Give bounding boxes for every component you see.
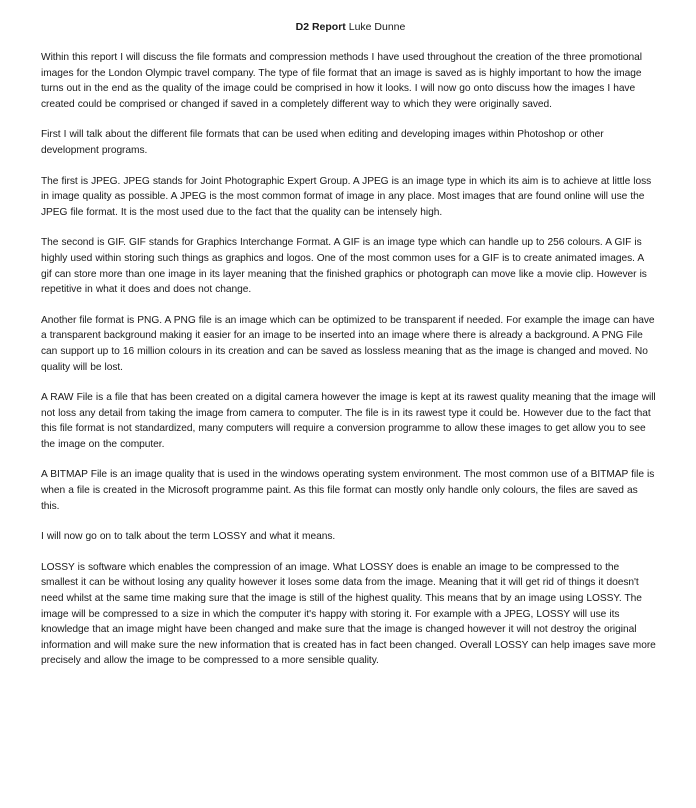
paragraph-jpeg: The first is JPEG. JPEG stands for Joint Photographic Expert Group. A JPEG is an image type in which its aim is to achieve at little loss in image quality as possible. A JPEG is the most common format of image in any place. Most images that are found online will use the JPEG file format. It is the most used due to the fact that the quality can be intensely high. [41, 175, 652, 218]
paragraph-introduction: Within this report I will discuss the file formats and compression methods I have used throughout the creation of the three promotional images for the London Olympic travel company. The type of file format that an image is saved as is highly important to how the image turns out in the end as the quality of the image could be comprised in how it looks. I will now go onto discuss how the images I have created could be comprised or changed if saved in a completely different way to which they were originally saved. [41, 52, 642, 110]
paragraph-raw: A RAW File is a file that has been created on a digital camera however the image is kept at its rawest quality meaning that the image will not loss any detail from taking the image from camera to computer. The file is in its rawest type it could be. However due to the fact that this file format is not standardized, many computers will require a conversion programme to allow these images to get allow you to see the image on the computer. [41, 392, 656, 450]
paragraph-lossy: LOSSY is software which enables the compression of an image. What LOSSY does is enable an image to be compressed to the smallest it can be without losing any quality however it loses some data from the image. Meaning that it will get rid of things it doesn't need whilst at the same time making sure that the image is still of the highest quality. This means that by an image using LOSSY. The image will be compressed to a size in which the computer it's happy with storing it. For example with a JPEG, LOSSY will use its knowledge that an image might have been changed and make sure that the image is changed however it will not destroy the original information and will make sure the new information that is created has in fact been changed. Overall LOSSY can help images save more precisely and allow the image to be compressed to a more sensible quality. [41, 561, 656, 667]
title-author: Luke Dunne [348, 21, 406, 33]
paragraph-file-formats-intro: First I will talk about the different file formats that can be used when editing and developing images within Photoshop or other development programs. [41, 129, 604, 156]
paragraph-png: Another file format is PNG. A PNG file is an image which can be optimized to be transparent if needed. For example the image can have a transparent background making it easier for an image to be inserted into an image where there is already a background. A PNG File can support up to 16 million colours in its creation and can be saved as lossless meaning that as the image is changed and moved. No quality will be lost. [41, 314, 655, 373]
title-report-name: D2 Report [295, 21, 346, 33]
paragraph-gif: The second is GIF. GIF stands for Graphics Interchange Format. A GIF is an image type which can handle up to 256 colours. A GIF is highly used within storing such things as graphics and logos. One of the most common uses for a GIF is to create animated images. A gif can store more than one image in its layer meaning that the finished graphics or photograph can move like a movie clip. However is repetitive in what it does and does not change. [41, 237, 647, 296]
document-title [41, 20, 656, 34]
paragraph-bitmap: A BITMAP File is an image quality that is used in the windows operating system environment. The most common use of a BITMAP file is when a file is created in the Microsoft programme paint. As this file format can mostly only handle only colours, the files are saved as this. [41, 469, 655, 512]
paragraph-lossy-intro: I will now go on to talk about the term LOSSY and what it means. [41, 531, 336, 543]
